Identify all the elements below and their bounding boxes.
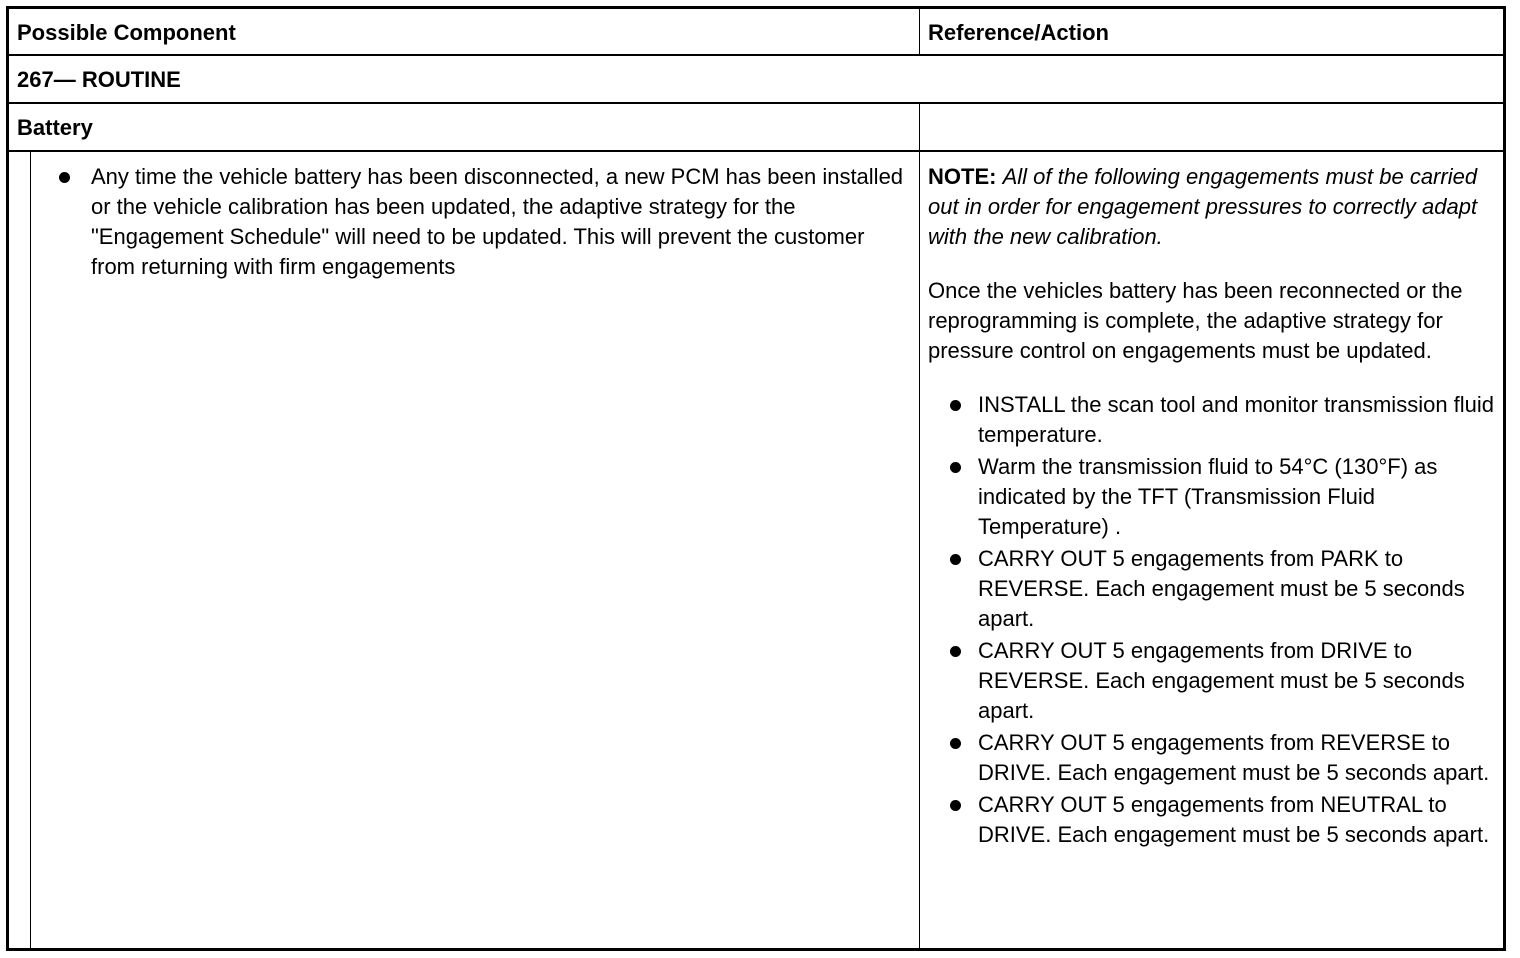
procedure-steps: [946, 390, 1498, 850]
condition-text: Any time the vehicle battery has been disconnected, a new PCM has been installed or the vehicle calibration has been updated, the adaptive strategy for the "Engagement Schedule" will need to be updated. This will prevent the customer from returning with firm engagements: [91, 164, 904, 279]
routine-label: 267— ROUTINE: [17, 67, 181, 92]
list-item: [946, 452, 1498, 542]
note: [928, 162, 1498, 252]
header-possible-component: Possible Component: [17, 20, 236, 45]
bullet-icon: [950, 400, 961, 411]
bullet-icon: [59, 172, 70, 183]
bullet-icon: [950, 462, 961, 473]
procedure-paragraph: Once the vehicles battery has been reconnected or the reprogramming is complete, the adaptive strategy for pressure control on engagements must be updated.: [928, 278, 1463, 363]
list-item: [946, 636, 1498, 726]
step-text: Warm the transmission fluid to 54°C (130°F) as indicated by the TFT (Transmission Fluid Temperature) .: [978, 454, 1438, 539]
table-header-row: [9, 9, 1503, 56]
reference-cell: [928, 162, 1498, 852]
bullet-icon: [950, 800, 961, 811]
component-row: [9, 104, 1503, 152]
list-item: [946, 728, 1498, 788]
list-item: [55, 162, 905, 282]
component-label: Battery: [17, 115, 93, 140]
step-text: CARRY OUT 5 engagements from DRIVE to REVERSE. Each engagement must be 5 seconds apart.: [978, 638, 1465, 723]
bullet-icon: [950, 646, 961, 657]
routine-row: [9, 56, 1503, 104]
step-text: CARRY OUT 5 engagements from NEUTRAL to DRIVE. Each engagement must be 5 seconds apart.: [978, 792, 1490, 847]
step-text: CARRY OUT 5 engagements from REVERSE to DRIVE. Each engagement must be 5 seconds apart.: [978, 730, 1490, 785]
bullet-icon: [950, 554, 961, 565]
step-text: CARRY OUT 5 engagements from PARK to REVERSE. Each engagement must be 5 seconds apart.: [978, 546, 1465, 631]
note-label: NOTE:: [928, 164, 997, 189]
step-text: INSTALL the scan tool and monitor transmission fluid temperature.: [978, 392, 1495, 447]
column-divider: [919, 9, 920, 56]
list-item: [946, 544, 1498, 634]
list-item: [946, 390, 1498, 450]
detail-row: [9, 152, 1503, 948]
condition-cell: [55, 162, 905, 282]
column-divider: [919, 104, 920, 152]
bullet-icon: [950, 738, 961, 749]
note-text: All of the following engagements must be carried out in order for engagement pressures to correctly adapt with the new calibration.: [928, 164, 1478, 249]
header-reference-action: Reference/Action: [928, 20, 1109, 45]
list-item: [946, 790, 1498, 850]
diagnostic-table: [6, 6, 1506, 951]
